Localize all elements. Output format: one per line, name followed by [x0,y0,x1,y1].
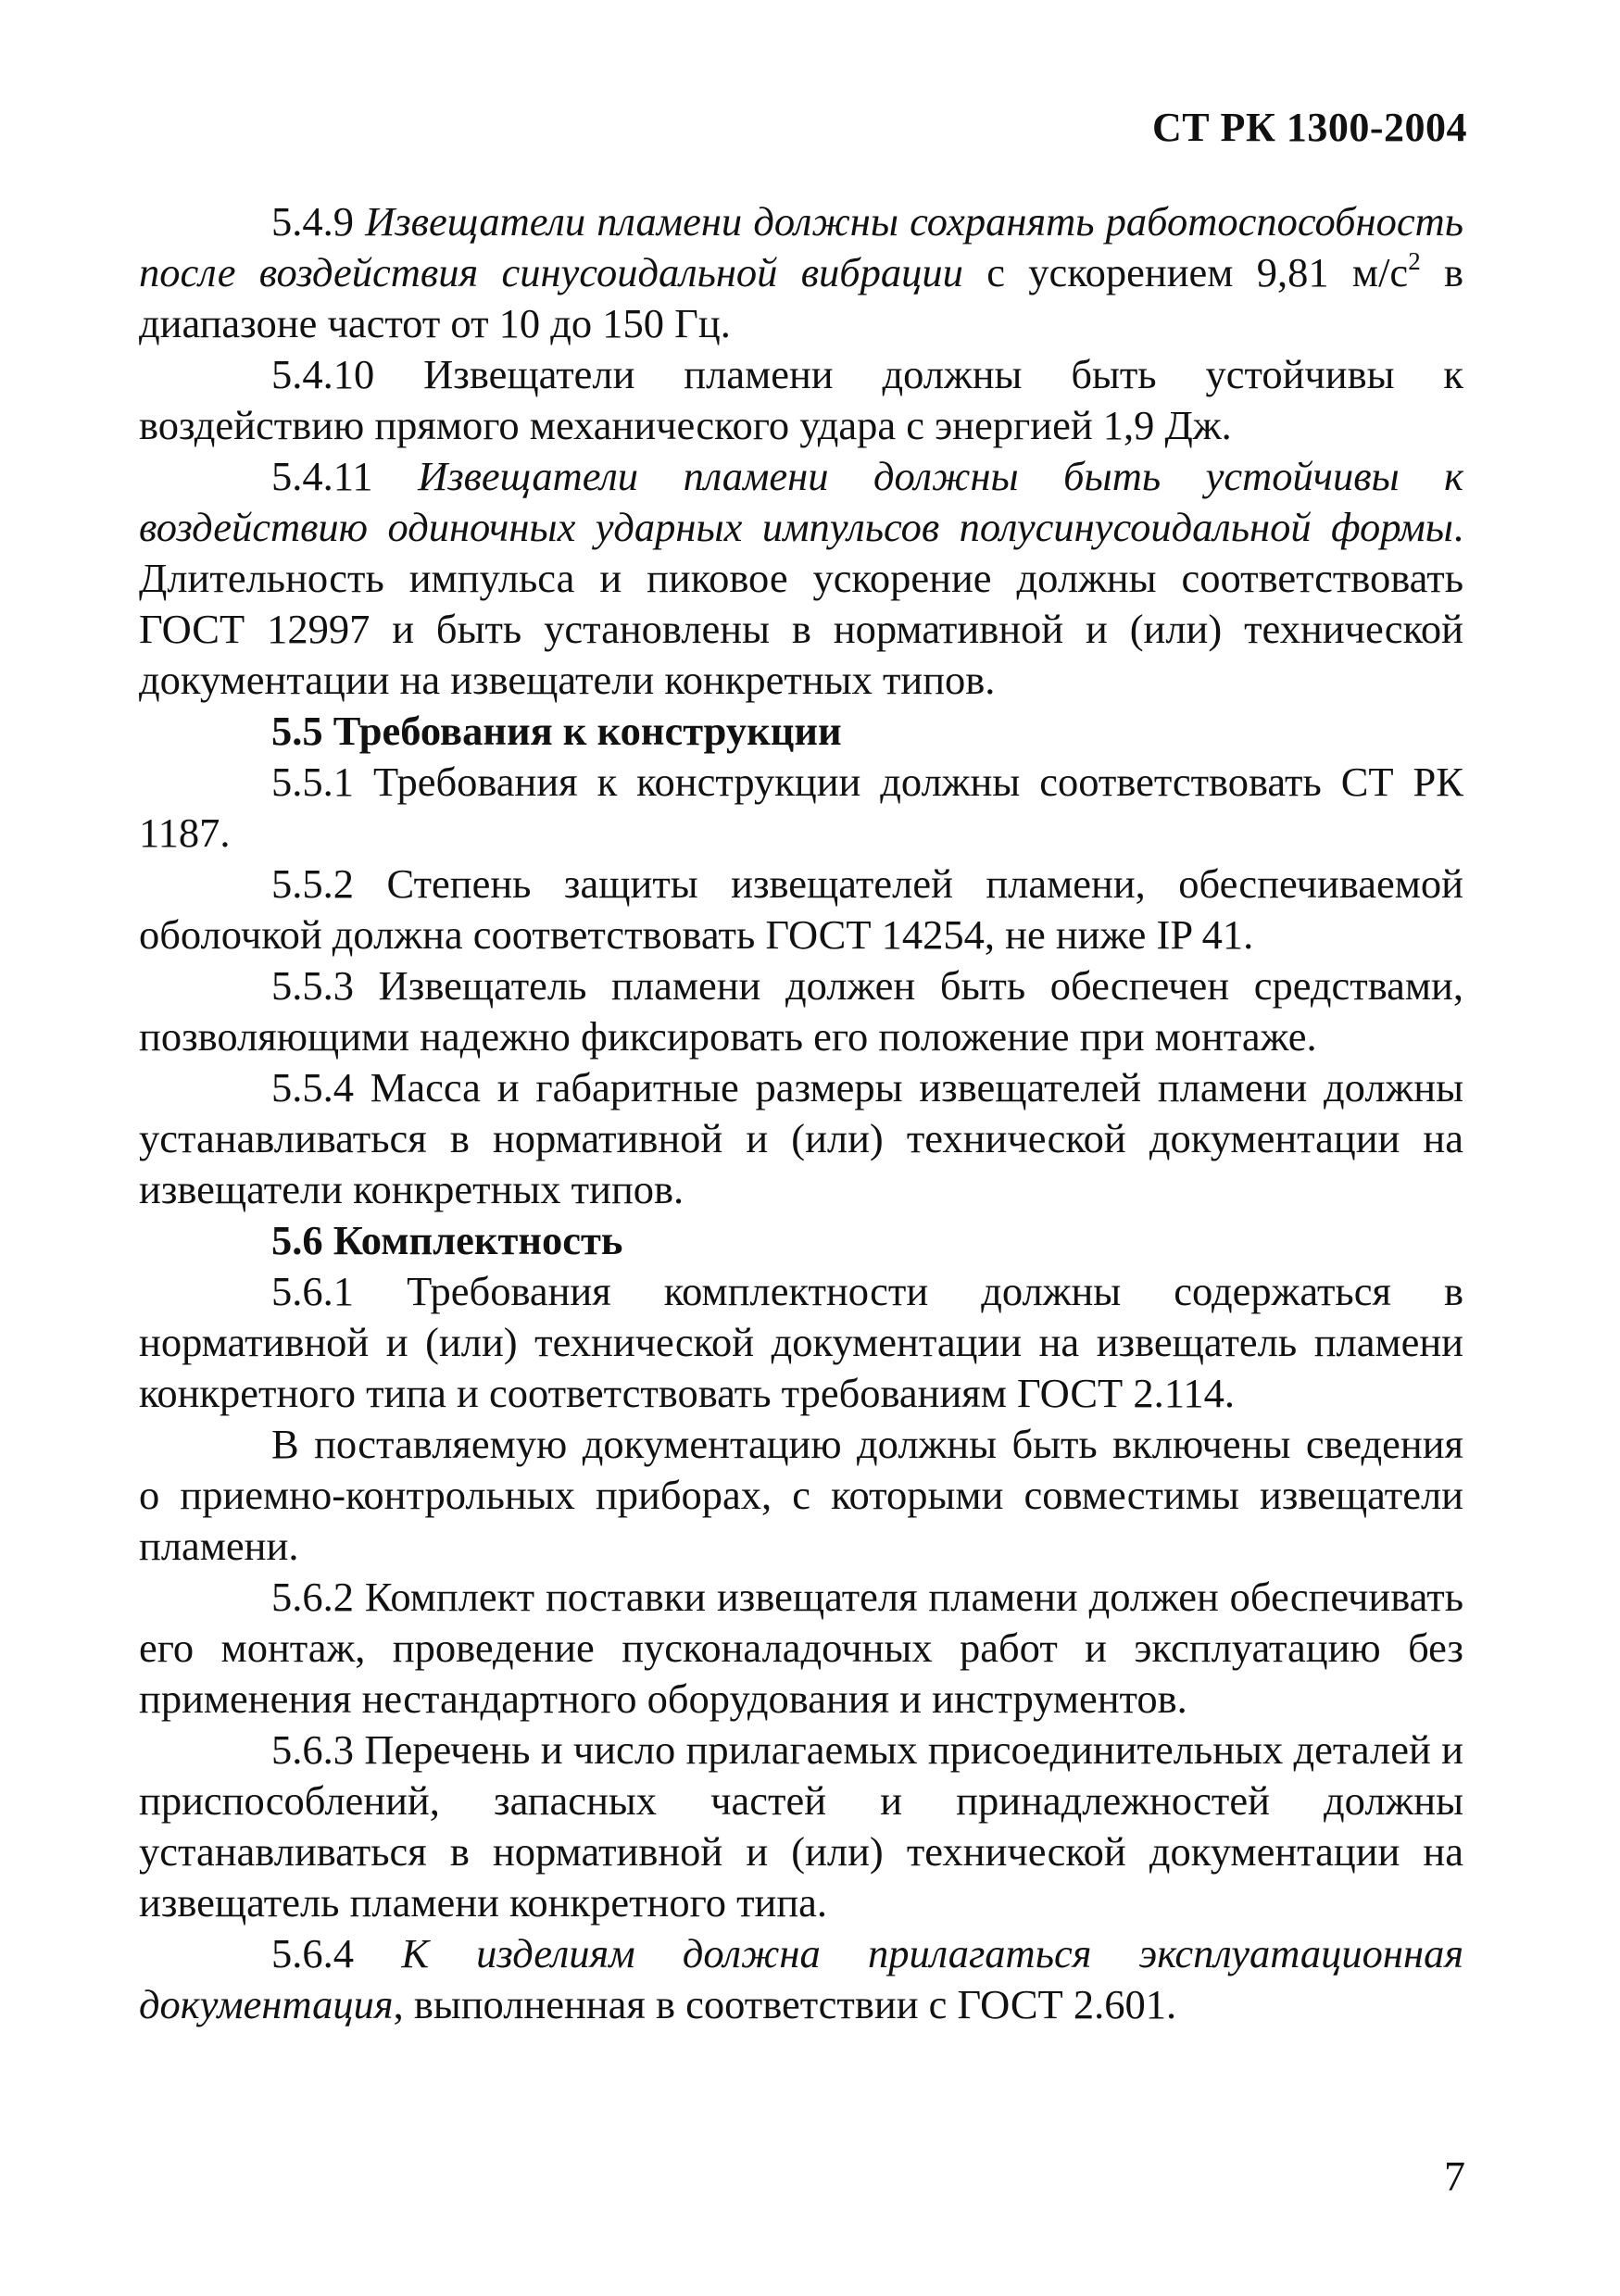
paragraph-5-5-3: 5.5.3 Извещатель пламени должен быть обеспечен средствами, позволяющими надежно фиксировать его положение при монтаже. [139,962,1463,1060]
paragraph-text: с ускорением 9,81 м/с [962,249,1409,295]
paragraph-5-5-2: 5.5.2 Степень защиты извещателей пламени, обеспечиваемой оболочкой должна соответствовать ГОСТ 14254, не ниже IP 41. [139,860,1463,958]
paragraph-5-6-3: 5.6.3 Перечень и число прилагаемых присоединительных деталей и приспособлений, запасных частей и принадлежностей должны устанавливаться в нормативной и (или) технической документации на извещатель пламени конкретного типа. [139,1726,1463,1926]
paragraph-5-4-11 [139,451,1463,706]
paragraph-5-6-2: 5.6.2 Комплект поставки извещателя пламени должен обеспечивать его монтаж, проведение пусконаладочных работ и эксплуатацию без применения нестандартного оборудования и инструментов. [139,1574,1463,1722]
clause-number: 5.4.9 [271,198,366,245]
clause-number: 5.6.4 [271,1930,402,1976]
paragraph-5-6-1: 5.6.1 Требования комплектности должны содержаться в нормативной и (или) технической документации на извещатель пламени конкретного типа и соответствовать требованиям ГОСТ 2.114. [139,1268,1463,1416]
emphasized-text: К изделиям должна прилагаться эксплуатационная документация [139,1930,1464,2027]
paragraph-text-continued: в диапазоне частот от 10 до 150 Гц. [139,249,1463,346]
paragraph-5-6-4 [139,1928,1463,2030]
page-number: 7 [1444,2152,1465,2200]
section-heading-5-5: 5.5 Требования к конструкции [271,708,842,754]
clause-number: 5.4.11 [271,453,419,499]
document-body [139,196,1463,2030]
paragraph-5-4-9 [139,196,1463,349]
emphasized-text: Извещатели пламени должны быть устойчивы к воздействию одиночных ударных импульсов полусинусоидальной формы [139,453,1463,550]
document-code-header: СТ РК 1300-2004 [1151,105,1467,150]
paragraph-5-6-1-continued: В поставляемую документацию должны быть включены сведения о приемно-контрольных приборах, с которыми совместимы извещатели пламени. [139,1421,1463,1569]
paragraph-5-5-4: 5.5.4 Масса и габаритные размеры извещателей пламени должны устанавливаться в нормативной и (или) технической документации на извещатели конкретных типов. [139,1064,1463,1212]
paragraph-text: , выполненная в соответствии с ГОСТ 2.601. [393,1981,1177,2027]
emphasized-text: Извещатели пламени должны сохранять работоспособность после воздействия синусоидальной вибрации [139,198,1464,295]
section-heading-5-6: 5.6 Комплектность [271,1217,623,1263]
paragraph-5-5-1: 5.5.1 Требования к конструкции должны соответствовать СТ РК 1187. [139,759,1463,856]
superscript: 2 [1408,247,1421,276]
paragraph-text: . Длительность импульса и пиковое ускорение должны соответствовать ГОСТ 12997 и быть установлены в нормативной и (или) технической документации на извещатели конкретных типов. [139,504,1463,703]
paragraph-5-4-10: 5.4.10 Извещатели пламени должны быть устойчивы к воздействию прямого механического удара с энергией 1,9 Дж. [139,351,1463,448]
